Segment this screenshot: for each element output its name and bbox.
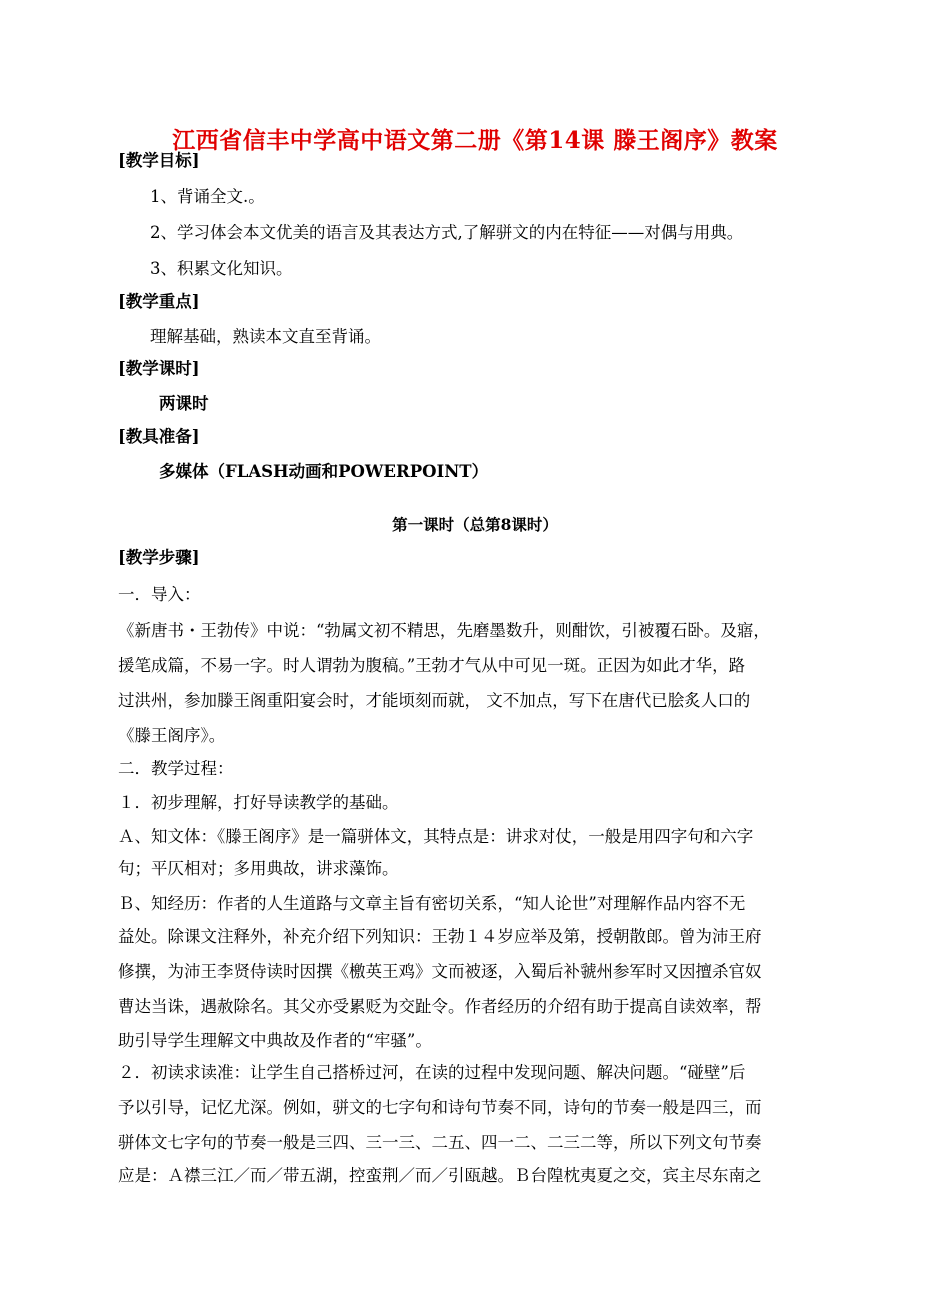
step-line-14: 助引导学生理解文中典故及作者的“牢骚”。 bbox=[118, 1031, 432, 1050]
heading-steps: [教学步骤] bbox=[118, 548, 200, 567]
heading-key-points: [教学重点] bbox=[118, 292, 200, 311]
key-points-text: 理解基础，熟读本文直至背诵。 bbox=[150, 327, 381, 346]
step-line-4: 过洪州，参加滕王阁重阳宴会时，才能顷刻而就， 文不加点，写下在唐代已脍炙人口的 bbox=[118, 691, 751, 710]
step-line-9: 句；平仄相对；多用典故，讲求藻饰。 bbox=[118, 859, 399, 878]
step-line-15: ２．初读求读准：让学生自己搭桥过河，在读的过程中发现问题、解决问题。“碰壁”后 bbox=[118, 1063, 746, 1082]
class-hours-text: 两课时 bbox=[159, 394, 209, 413]
document-title: 江西省信丰中学高中语文第二册《第14课 滕王阁序》教案 bbox=[172, 127, 778, 154]
objective-item-3: 3、积累文化知识。 bbox=[150, 259, 293, 278]
heading-objectives: [教学目标] bbox=[118, 151, 200, 170]
step-line-16: 予以引导，记忆尤深。例如，骈文的七字句和诗句节奏不同，诗句的节奏一般是四三，而 bbox=[118, 1098, 762, 1117]
step-line-3: 援笔成篇，不易一字。时人谓勃为腹稿。”王勃才气从中可见一斑。正因为如此才华，路 bbox=[118, 656, 746, 675]
step-line-2: 《新唐书・王勃传》中说：“勃属文初不精思，先磨墨数升，则酣饮，引被覆石卧。及寤， bbox=[118, 621, 770, 640]
objective-item-1: 1、背诵全文.。 bbox=[150, 187, 265, 206]
step-line-18: 应是：Ａ襟三江／而／带五湖，控蛮荆／而／引瓯越。Ｂ台隍枕夷夏之交，宾主尽东南之 bbox=[118, 1166, 762, 1185]
step-line-17: 骈体文七字句的节奏一般是三四、三一三、二五、四一二、二三二等，所以下列文句节奏 bbox=[118, 1133, 762, 1152]
lesson-title: 第一课时（总第8课时） bbox=[392, 515, 558, 534]
step-line-7: １．初步理解，打好导读教学的基础。 bbox=[118, 793, 399, 812]
heading-materials: [教具准备] bbox=[118, 427, 200, 446]
step-line-13: 曹达当诛，遇赦除名。其父亦受累贬为交趾令。作者经历的介绍有助于提高自读效率，帮 bbox=[118, 997, 762, 1016]
materials-text: 多媒体（FLASH动画和POWERPOINT） bbox=[159, 462, 489, 481]
objective-item-2: 2、学习体会本文优美的语言及其表达方式,了解骈文的内在特征——对偶与用典。 bbox=[150, 223, 744, 242]
heading-class-hours: [教学课时] bbox=[118, 359, 200, 378]
step-line-11: 益处。除课文注释外，补充介绍下列知识：王勃１４岁应举及第，授朝散郎。曾为沛王府 bbox=[118, 927, 762, 946]
step-line-8: Ａ、知文体：《滕王阁序》是一篇骈体文，其特点是：讲求对仗，一般是用四字句和六字 bbox=[118, 827, 754, 846]
step-line-10: Ｂ、知经历：作者的人生道路与文章主旨有密切关系，“知人论世”对理解作品内容不无 bbox=[118, 894, 746, 913]
step-line-6: 二．教学过程： bbox=[118, 759, 234, 778]
step-line-12: 修撰，为沛王李贤侍读时因撰《檄英王鸡》文而被逐，入蜀后补虢州参军时又因擅杀官奴 bbox=[118, 962, 762, 981]
step-line-5: 《滕王阁序》。 bbox=[118, 726, 226, 745]
step-line-1: 一．导入： bbox=[118, 585, 201, 604]
